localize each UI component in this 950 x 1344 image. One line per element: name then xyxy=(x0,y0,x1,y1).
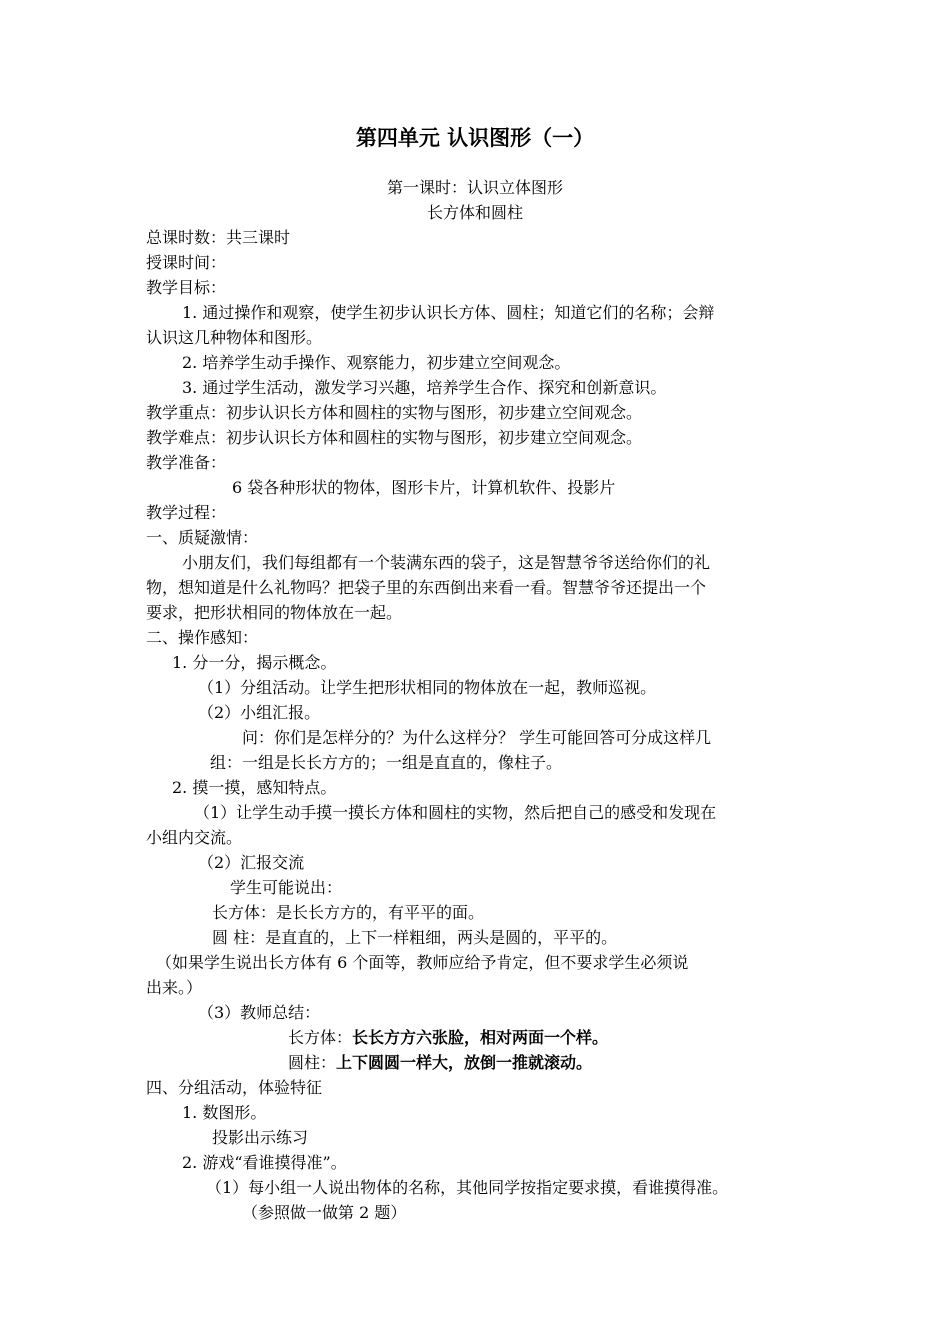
section-2-item-2-3: （3）教师总结： xyxy=(198,1003,321,1022)
section-1-para-line-1: 小朋友们，我们每组都有一个装满东西的袋子，这是智慧爷爷送给你们的礼 xyxy=(182,553,711,572)
page-title: 第四单元 认识图形（一） xyxy=(355,125,595,150)
section-2-title: 二、操作感知： xyxy=(146,628,259,647)
section-1-para-line-3: 要求，把形状相同的物体放在一起。 xyxy=(146,603,403,622)
section-4-title: 四、分组活动，体验特征 xyxy=(146,1078,323,1097)
key-point: 教学重点：初步认识长方体和圆柱的实物与图形，初步建立空间观念。 xyxy=(146,403,643,422)
section-2-question-line-2: 组：一组是长长方方的；一组是直直的，像柱子。 xyxy=(210,753,563,772)
section-2-item-1: 1. 分一分，揭示概念。 xyxy=(172,653,337,672)
section-2-note-line-1: （如果学生说出长方体有 6 个面等，教师应给予肯定，但不要求学生必须说 xyxy=(156,953,689,972)
summary-cuboid-label: 长方体： xyxy=(288,1028,353,1047)
summary-cylinder xyxy=(288,1051,592,1075)
goal-2: 2. 培养学生动手操作、观察能力，初步建立空间观念。 xyxy=(182,353,571,372)
section-2-item-1-2: （2）小组汇报。 xyxy=(198,703,321,722)
prep-label: 教学准备： xyxy=(146,453,227,472)
section-1-para-line-2: 物，想知道是什么礼物吗？把袋子里的东西倒出来看一看。智慧爷爷还提出一个 xyxy=(146,578,707,597)
section-2-cylinder-desc: 圆 柱：是直直的，上下一样粗细，两头是圆的，平平的。 xyxy=(212,928,618,947)
section-4-reference: （参照做一做第 2 题） xyxy=(242,1203,407,1222)
class-time: 授课时间： xyxy=(146,253,227,272)
section-4-item-1: 1. 数图形。 xyxy=(182,1103,267,1122)
summary-cuboid xyxy=(288,1026,608,1050)
summary-cylinder-text: 上下圆圆一样大，放倒一推就滚动。 xyxy=(336,1053,593,1072)
section-2-cuboid-desc: 长方体：是长长方方的，有平平的面。 xyxy=(212,903,485,922)
section-4-item-2: 2. 游戏“看谁摸得准”。 xyxy=(182,1153,347,1172)
process-label: 教学过程： xyxy=(146,503,227,522)
total-hours: 总课时数：共三课时 xyxy=(146,228,291,247)
summary-cylinder-label: 圆柱： xyxy=(288,1053,337,1072)
summary-cuboid-text: 长长方方六张脸，相对两面一个样。 xyxy=(352,1028,609,1047)
goal-1-line-1: 1. 通过操作和观察，使学生初步认识长方体、圆柱；知道它们的名称；会辩 xyxy=(182,303,715,322)
section-2-question-line-1: 问：你们是怎样分的？为什么这样分？ 学生可能回答可分成这样几 xyxy=(242,728,712,747)
difficulty: 教学难点：初步认识长方体和圆柱的实物与图形，初步建立空间观念。 xyxy=(146,428,643,447)
section-2-item-2: 2. 摸一摸，感知特点。 xyxy=(172,778,337,797)
goal-3: 3. 通过学生活动，激发学习兴趣，培养学生合作、探究和创新意识。 xyxy=(182,378,667,397)
lesson-subtitle: 第一课时：认识立体图形 xyxy=(386,178,563,197)
section-2-item-1-1: （1）分组活动。让学生把形状相同的物体放在一起，教师巡视。 xyxy=(198,678,657,697)
section-2-item-2-1-line-2: 小组内交流。 xyxy=(146,828,243,847)
section-1-title: 一、质疑激情： xyxy=(146,528,259,547)
section-4-item-1-detail: 投影出示练习 xyxy=(212,1128,309,1147)
section-2-may-say: 学生可能说出： xyxy=(230,878,343,897)
section-2-note-line-2: 出来。） xyxy=(146,978,203,997)
goal-1-line-2: 认识这几种物体和图形。 xyxy=(146,328,323,347)
lesson-topic: 长方体和圆柱 xyxy=(426,203,523,222)
section-4-item-2-1: （1）每小组一人说出物体的名称，其他同学按指定要求摸，看谁摸得准。 xyxy=(206,1178,729,1197)
goals-label: 教学目标： xyxy=(146,278,227,297)
section-2-item-2-1-line-1: （1）让学生动手摸一摸长方体和圆柱的实物，然后把自己的感受和发现在 xyxy=(194,803,717,822)
prep-items: 6 袋各种形状的物体，图形卡片，计算机软件、投影片 xyxy=(232,478,616,497)
section-2-item-2-2: （2）汇报交流 xyxy=(198,853,305,872)
